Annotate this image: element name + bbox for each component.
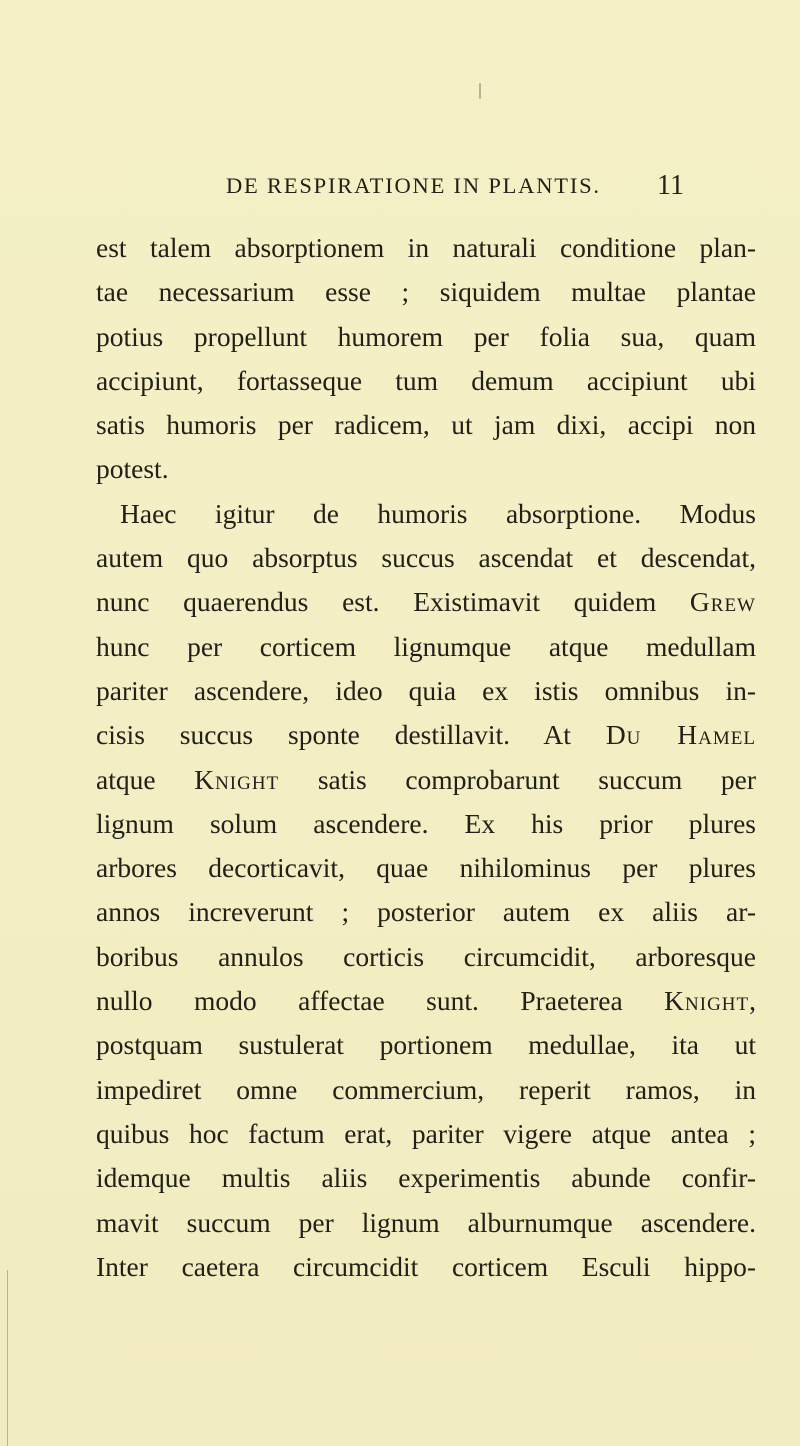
text-line: postquam sustulerat portionem medullae, ita ut xyxy=(96,1029,756,1061)
text-line: Inter caetera circumcidit corticem Esculi hippo- xyxy=(96,1250,756,1282)
text-line: potius propellunt humorem per folia sua, quam xyxy=(96,320,756,352)
text-line: boribus annulos corticis circumcidit, arboresque xyxy=(96,940,756,972)
author-name-knight: Knight xyxy=(664,985,750,1017)
text-line: atque Knight satis comprobarunt succum per xyxy=(96,763,756,795)
text-line: potest. xyxy=(96,453,169,485)
text-line: est talem absorptionem in naturali conditione plan- xyxy=(96,232,756,263)
text-line: satis humoris per radicem, ut jam dixi, accipi non xyxy=(96,409,756,441)
text-line: autem quo absorptus succus ascendat et descendat, xyxy=(96,542,756,574)
text-line: arbores decorticavit, quae nihilominus per plures xyxy=(96,852,756,884)
text-line: pariter ascendere, ideo quia ex istis omnibus in- xyxy=(96,674,756,706)
text-line: impediret omne commercium, reperit ramos, in xyxy=(96,1073,756,1105)
text-line: mavit succum per lignum alburnumque ascendere. xyxy=(96,1206,756,1238)
text-line: quibus hoc factum erat, pariter vigere atque antea ; xyxy=(96,1117,756,1149)
author-name-knight: Knight xyxy=(194,763,280,795)
text-line: lignum solum ascendere. Ex his prior plures xyxy=(96,807,756,839)
text-line: idemque multis aliis experimentis abunde confir- xyxy=(96,1162,756,1194)
text-line: cisis succus sponte destillavit. At Du Hamel xyxy=(96,719,756,751)
page-edge-shadow xyxy=(7,1270,8,1446)
running-head xyxy=(0,166,800,206)
text-line: nunc quaerendus est. Existimavit quidem Grew xyxy=(96,586,756,618)
text-line: nullo modo affectae sunt. Praeterea Knight, xyxy=(96,985,756,1017)
author-name-grew: Grew xyxy=(689,586,756,618)
text-line: tae necessarium esse ; siquidem multae plantae xyxy=(96,276,756,308)
text-line: annos increverunt ; posterior autem ex aliis ar- xyxy=(96,896,756,928)
page-number: 11 xyxy=(657,170,684,201)
running-title: DE RESPIRATIONE IN PLANTIS. xyxy=(226,173,601,198)
text-line-paragraph-start: Haec igitur de humoris absorptione. Modus xyxy=(120,497,756,529)
author-name-du-hamel: Du Hamel xyxy=(605,719,756,751)
body-text xyxy=(96,226,756,1289)
ink-speck xyxy=(479,83,481,99)
text-line: accipiunt, fortasseque tum demum accipiunt ubi xyxy=(96,364,756,396)
text-line: hunc per corticem lignumque atque medullam xyxy=(96,630,756,662)
